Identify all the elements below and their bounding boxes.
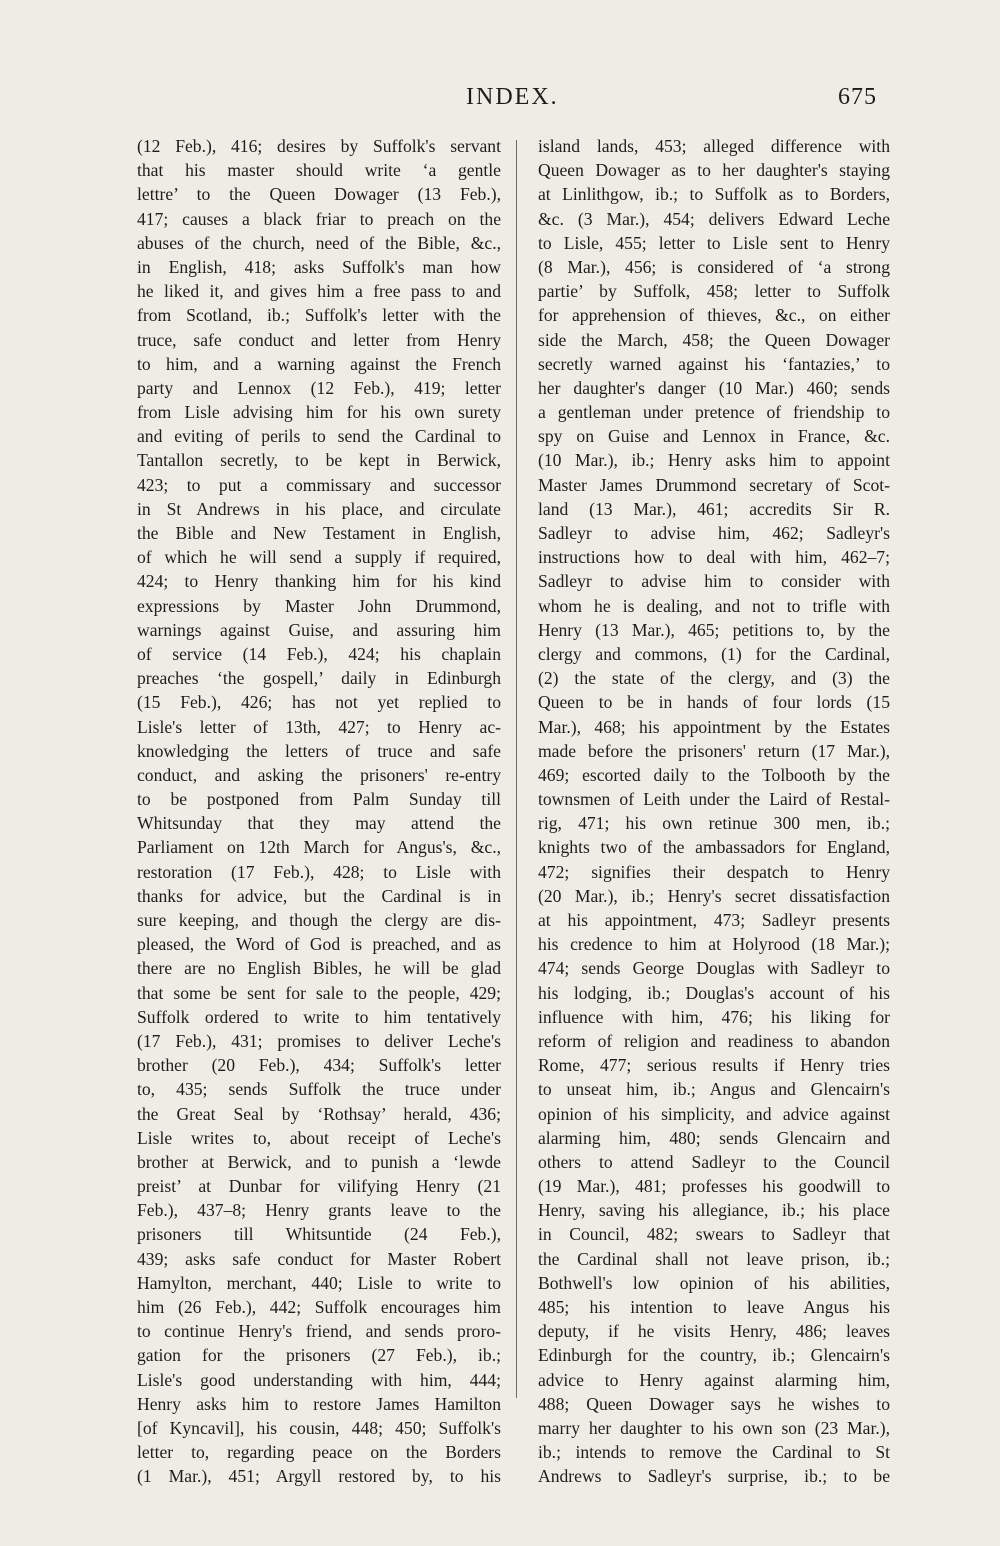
index-line: pleased, the Word of God is preached, and as xyxy=(137,934,501,955)
index-line: Lisle's letter of 13th, 427; to Henry ac- xyxy=(137,716,501,737)
index-line: in St Andrews in his place, and circulate xyxy=(137,498,501,519)
index-line: and eviting of perils to send the Cardinal to xyxy=(137,426,501,447)
index-line: (1 Mar.), 451; Argyll restored by, to his xyxy=(137,1466,501,1487)
index-line: (19 Mar.), 481; professes his goodwill to xyxy=(538,1176,890,1197)
index-line: truce, safe conduct and letter from Henry xyxy=(137,329,501,350)
index-line: townsmen of Leith under the Laird of Restal- xyxy=(538,789,890,810)
index-line: to continue Henry's friend, and sends proro- xyxy=(137,1321,501,1342)
index-line: Suffolk ordered to write to him tentatively xyxy=(137,1006,501,1027)
index-line: side the March, 458; the Queen Dowager xyxy=(538,329,890,350)
index-line: in English, 418; asks Suffolk's man how xyxy=(137,256,501,277)
index-line: Sadleyr to advise him, 462; Sadleyr's xyxy=(538,523,890,543)
index-line: whom he is dealing, and not to trifle with xyxy=(538,595,890,616)
index-line: 488; Queen Dowager says he wishes to xyxy=(538,1393,890,1414)
index-line: (12 Feb.), 416; desires by Suffolk's servant xyxy=(137,136,501,156)
index-line: there are no English Bibles, he will be glad xyxy=(137,958,501,979)
index-line: 472; signifies their despatch to Henry xyxy=(538,861,890,882)
index-line: thanks for advice, but the Cardinal is in xyxy=(137,885,501,906)
index-line: 423; to put a commissary and successor xyxy=(137,474,501,495)
index-line: of service (14 Feb.), 424; his chaplain xyxy=(137,643,501,664)
index-line: he liked it, and gives him a free pass to and xyxy=(137,281,501,302)
index-line: that some be sent for sale to the people, 429; xyxy=(137,982,501,1003)
page-number: 675 xyxy=(838,84,877,110)
index-line: Andrews to Sadleyr's surprise, ib.; to be xyxy=(538,1466,890,1487)
index-line: 485; his intention to leave Angus his xyxy=(538,1297,890,1317)
index-line: partie’ by Suffolk, 458; letter to Suffolk xyxy=(538,281,890,302)
index-line: warnings against Guise, and assuring him xyxy=(137,619,501,640)
index-line: 439; asks safe conduct for Master Robert xyxy=(137,1248,501,1269)
index-line: marry her daughter to his own son (23 Mar.), xyxy=(538,1417,890,1438)
index-line: ib.; intends to remove the Cardinal to St xyxy=(538,1442,890,1463)
running-title: INDEX. xyxy=(466,84,559,110)
index-line: abuses of the church, need of the Bible, &c., xyxy=(137,232,501,253)
index-line: clergy and commons, (1) for the Cardinal, xyxy=(538,643,890,664)
index-line: gation for the prisoners (27 Feb.), ib.; xyxy=(137,1345,501,1366)
index-line: Edinburgh for the country, ib.; Glencairn's xyxy=(538,1345,890,1366)
index-line: to unseat him, ib.; Angus and Glencairn's xyxy=(538,1079,890,1100)
index-line: made before the prisoners' return (17 Mar.), xyxy=(538,740,890,761)
index-line: Queen to be in hands of four lords (15 xyxy=(538,692,890,713)
index-line: sure keeping, and though the clergy are dis- xyxy=(137,910,501,930)
index-line: land (13 Mar.), 461; accredits Sir R. xyxy=(538,498,890,519)
index-line: (15 Feb.), 426; has not yet replied to xyxy=(137,692,501,713)
index-line: at Linlithgow, ib.; to Suffolk as to Borders, xyxy=(538,184,890,205)
index-line: brother (20 Feb.), 434; Suffolk's letter xyxy=(137,1055,501,1076)
index-line: to him, and a warning against the French xyxy=(137,353,501,374)
index-line: Parliament on 12th March for Angus's, &c., xyxy=(137,837,501,858)
index-line: knights two of the ambassadors for England, xyxy=(538,837,890,858)
index-line: to be postponed from Palm Sunday till xyxy=(137,789,501,810)
index-line: Mar.), 468; his appointment by the Estates xyxy=(538,716,890,737)
index-line: conduct, and asking the prisoners' re-entry xyxy=(137,764,501,785)
index-line: at his appointment, 473; Sadleyr presents xyxy=(538,910,890,930)
index-line: to Lisle, 455; letter to Lisle sent to Henry xyxy=(538,232,890,253)
index-line: (20 Mar.), ib.; Henry's secret dissatisfaction xyxy=(538,885,890,906)
index-line: alarming him, 480; sends Glencairn and xyxy=(538,1127,890,1148)
index-line: Queen Dowager as to her daughter's staying xyxy=(538,160,890,181)
index-line: the Great Seal by ‘Rothsay’ herald, 436; xyxy=(137,1103,501,1124)
index-line: 424; to Henry thanking him for his kind xyxy=(137,571,501,592)
index-line: (2) the state of the clergy, and (3) the xyxy=(538,668,890,689)
index-line: opinion of his simplicity, and advice against xyxy=(538,1103,890,1124)
index-line: spy on Guise and Lennox in France, &c. xyxy=(538,426,890,447)
index-line: instructions how to deal with him, 462–7; xyxy=(538,547,890,568)
index-line: deputy, if he visits Henry, 486; leaves xyxy=(538,1321,890,1342)
index-line: (17 Feb.), 431; promises to deliver Leche's xyxy=(137,1030,501,1051)
index-line: 474; sends George Douglas with Sadleyr to xyxy=(538,958,890,979)
index-line: for apprehension of thieves, &c., on either xyxy=(538,305,890,326)
index-line: that his master should write ‘a gentle xyxy=(137,160,501,181)
index-line: &c. (3 Mar.), 454; delivers Edward Leche xyxy=(538,208,890,229)
column-divider xyxy=(516,140,517,1398)
index-line: him (26 Feb.), 442; Suffolk encourages him xyxy=(137,1297,501,1317)
index-line: 417; causes a black friar to preach on the xyxy=(137,208,501,229)
index-line: preaches ‘the gospell,’ daily in Edinburgh xyxy=(137,668,501,689)
index-line: restoration (17 Feb.), 428; to Lisle with xyxy=(137,861,501,882)
index-line: preist’ at Dunbar for vilifying Henry (21 xyxy=(137,1176,501,1197)
index-line: secretly warned against his ‘fantazies,’ to xyxy=(538,353,890,374)
index-line: Sadleyr to advise him to consider with xyxy=(538,571,890,592)
index-line: Feb.), 437–8; Henry grants leave to the xyxy=(137,1200,501,1221)
index-line: (10 Mar.), ib.; Henry asks him to appoint xyxy=(538,450,890,471)
index-line: prisoners till Whitsuntide (24 Feb.), xyxy=(137,1224,501,1245)
index-line: Henry asks him to restore James Hamilton xyxy=(137,1393,501,1414)
index-line: Lisle writes to, about receipt of Leche's xyxy=(137,1127,501,1148)
index-line: brother at Berwick, and to punish a ‘lewde xyxy=(137,1151,501,1172)
index-line: Henry, saving his allegiance, ib.; his place xyxy=(538,1200,890,1221)
index-line: a gentleman under pretence of friendship to xyxy=(538,402,890,423)
index-line: island lands, 453; alleged difference with xyxy=(538,136,890,156)
index-line: Lisle's good understanding with him, 444; xyxy=(137,1369,501,1390)
index-line: his lodging, ib.; Douglas's account of his xyxy=(538,982,890,1003)
index-line: to, 435; sends Suffolk the truce under xyxy=(137,1079,501,1100)
index-line: Rome, 477; serious results if Henry tries xyxy=(538,1055,890,1076)
index-line: Henry (13 Mar.), 465; petitions to, by the xyxy=(538,619,890,640)
index-line: expressions by Master John Drummond, xyxy=(137,595,501,616)
index-line: 469; escorted daily to the Tolbooth by the xyxy=(538,764,890,785)
index-line: (8 Mar.), 456; is considered of ‘a strong xyxy=(538,256,890,277)
index-line: in Council, 482; swears to Sadleyr that xyxy=(538,1224,890,1245)
index-line: Whitsunday that they may attend the xyxy=(137,813,501,834)
index-line: lettre’ to the Queen Dowager (13 Feb.), xyxy=(137,184,501,205)
index-line: letter to, regarding peace on the Borders xyxy=(137,1442,501,1463)
index-line: [of Kyncavil], his cousin, 448; 450; Suffolk's xyxy=(137,1417,501,1438)
index-line: from Lisle advising him for his own surety xyxy=(137,402,501,423)
index-line: others to attend Sadleyr to the Council xyxy=(538,1151,890,1172)
index-line: rig, 471; his own retinue 300 men, ib.; xyxy=(538,813,890,834)
index-line: his credence to him at Holyrood (18 Mar.); xyxy=(538,934,890,955)
index-line: from Scotland, ib.; Suffolk's letter with the xyxy=(137,305,501,326)
index-line: advice to Henry against alarming him, xyxy=(538,1369,890,1390)
right-column xyxy=(538,134,890,1489)
index-line: Hamylton, merchant, 440; Lisle to write to xyxy=(137,1272,501,1293)
index-line: Master James Drummond secretary of Scot- xyxy=(538,474,890,495)
index-line: reform of religion and readiness to abandon xyxy=(538,1030,890,1051)
index-line: the Cardinal shall not leave prison, ib.; xyxy=(538,1248,890,1269)
index-line: Tantallon secretly, to be kept in Berwick, xyxy=(137,450,501,471)
index-line: the Bible and New Testament in English, xyxy=(137,523,501,543)
index-line: her daughter's danger (10 Mar.) 460; sends xyxy=(538,377,890,398)
index-line: party and Lennox (12 Feb.), 419; letter xyxy=(137,377,501,398)
left-column xyxy=(137,134,501,1489)
page-header xyxy=(0,84,1000,124)
index-line: of which he will send a supply if required, xyxy=(137,547,501,568)
index-line: influence with him, 476; his liking for xyxy=(538,1006,890,1027)
index-line: Bothwell's low opinion of his abilities, xyxy=(538,1272,890,1293)
index-line: knowledging the letters of truce and safe xyxy=(137,740,501,761)
